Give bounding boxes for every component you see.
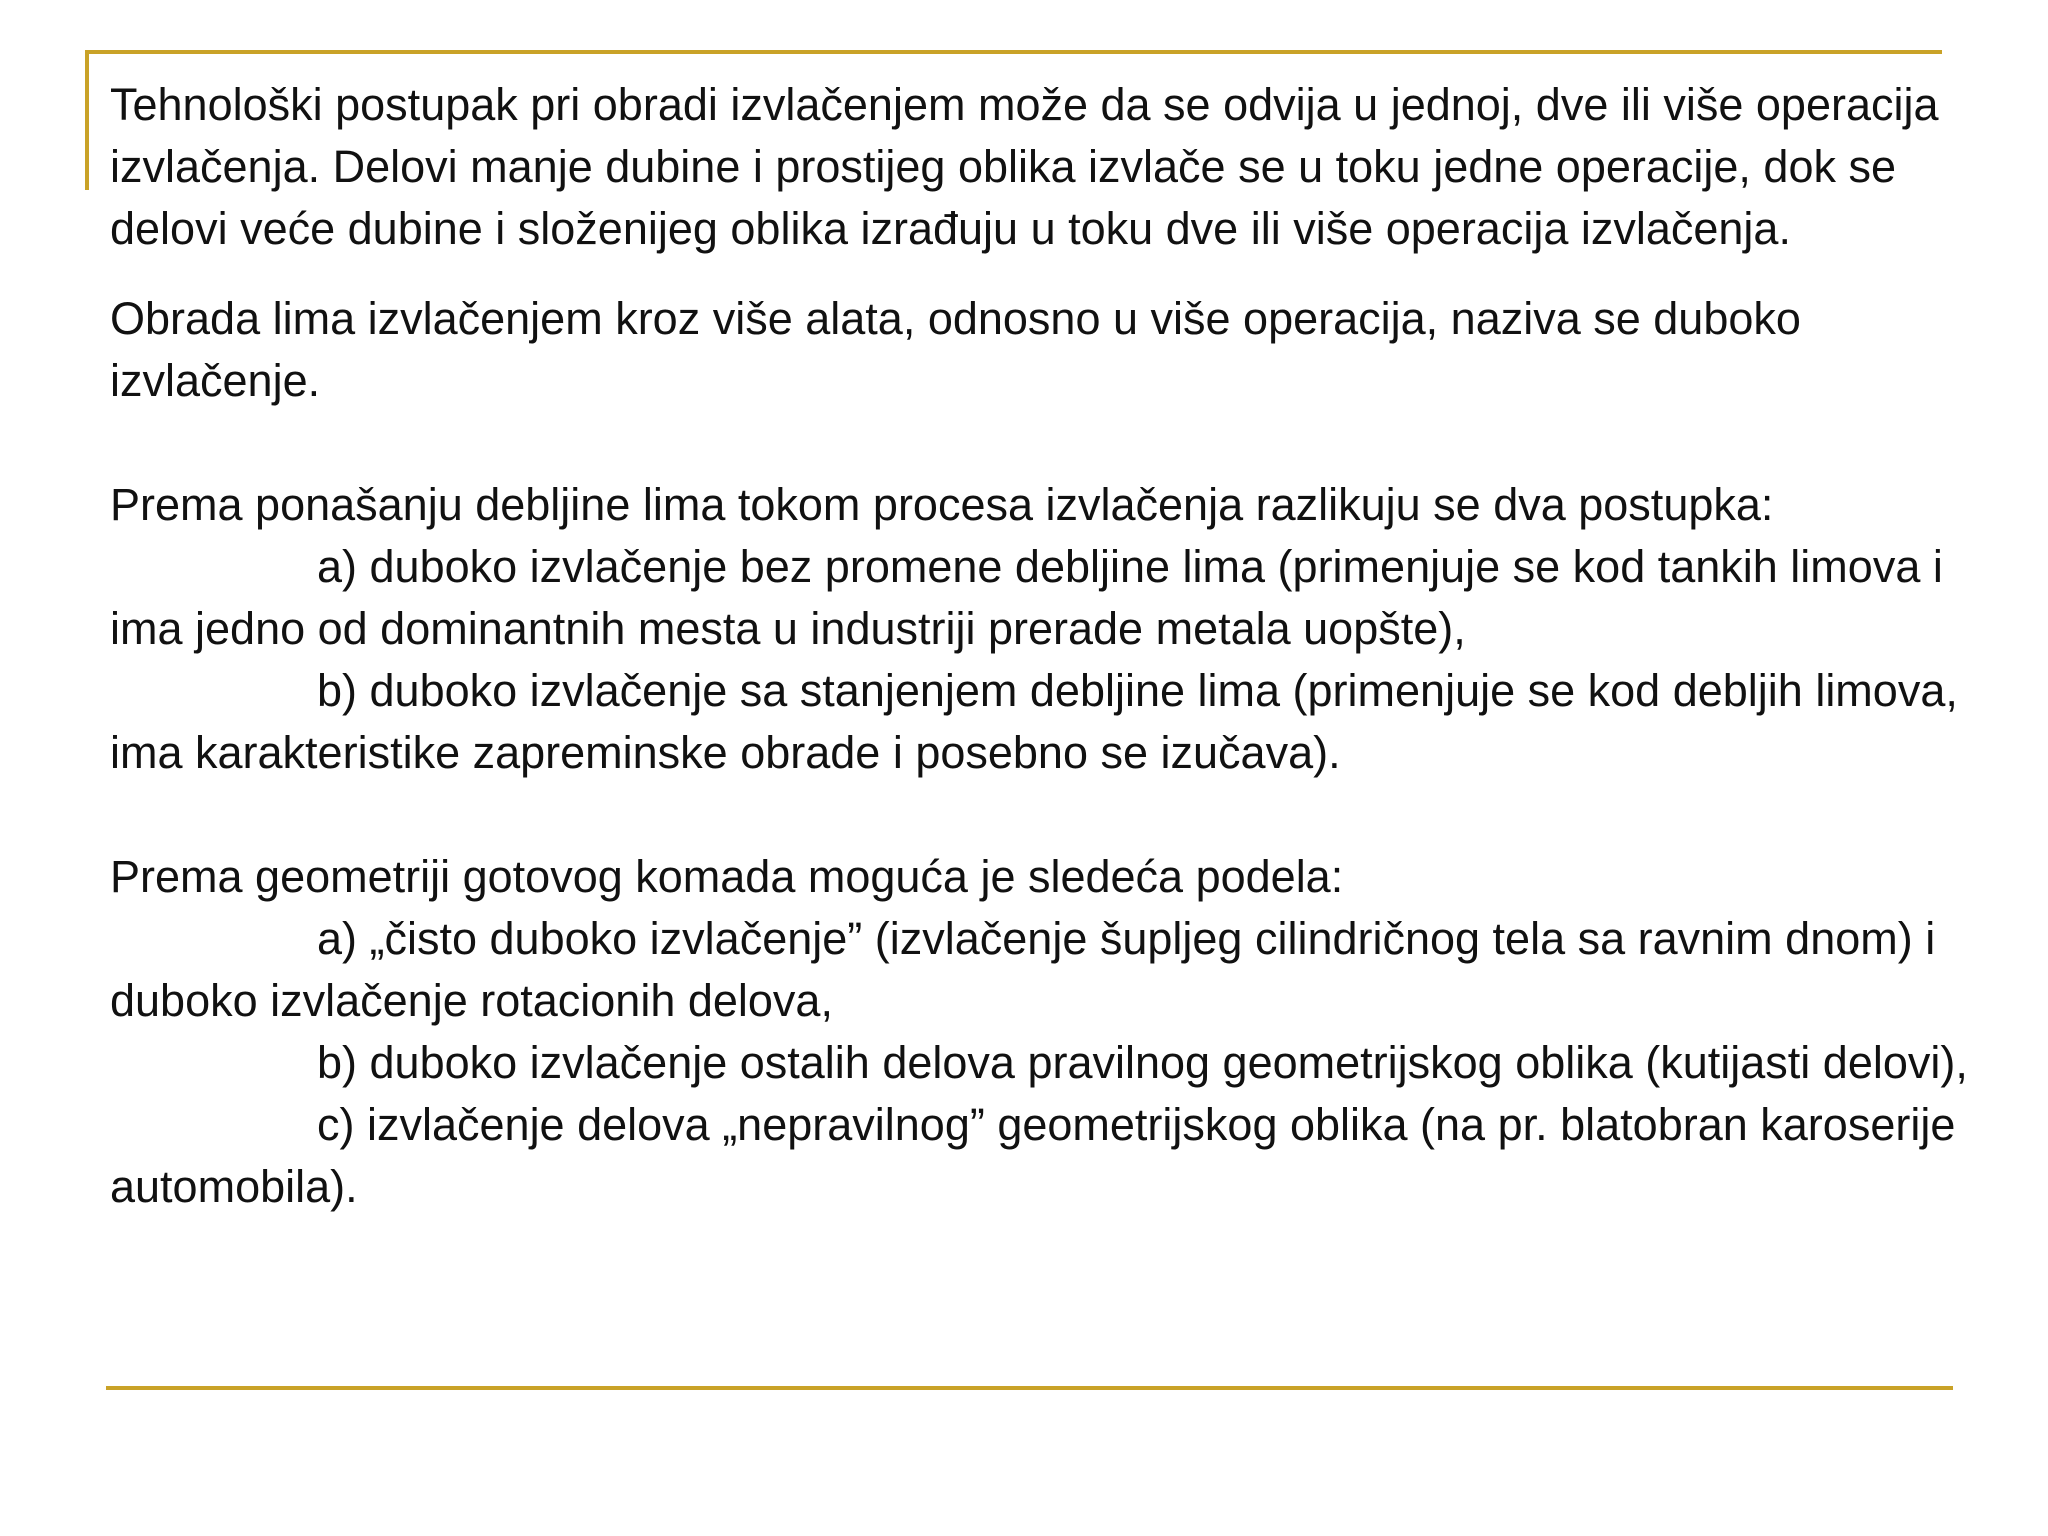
list-item-geometry-b: [110, 1032, 1990, 1094]
paragraph-drawing-process: Tehnološki postupak pri obradi izvlačenjem može da se odvija u jednoj, dve ili više operacija izvlačenja. Delovi manje dubine i prostijeg oblika izvlače se u toku jedne operacije, dok se delovi veće dubine i složenijeg oblika izrađuju u toku dve ili više operacija izvlačenja.: [110, 79, 1939, 254]
list-item-geometry-c: [110, 1094, 1990, 1218]
paragraph-thickness-classification: Prema ponašanju debljine lima tokom procesa izvlačenja razlikuju se dva postupka:: [110, 479, 1774, 530]
spacer: [110, 260, 1990, 288]
spacer: [110, 784, 1990, 846]
list-item-text: a) duboko izvlačenje bez promene debljine lima (primenjuje se kod tankih limova i ima jedno od dominantnih mesta u industriji prerade metala uopšte),: [110, 541, 1943, 654]
paragraph-geometry-classification: Prema geometriji gotovog komada moguća je sledeća podela:: [110, 851, 1344, 902]
list-item-text: b) duboko izvlačenje sa stanjenjem debljine lima (primenjuje se kod debljih limova, ima karakteristike zapreminske obrade i posebno se izučava).: [110, 665, 1958, 778]
list-item-text: c) izvlačenje delova „nepravilnog” geometrijskog oblika (na pr. blatobran karoserije automobila).: [110, 1099, 1956, 1212]
list-item-thickness-b: [110, 660, 1990, 784]
list-item-geometry-a: [110, 908, 1990, 1032]
slide-body: [110, 74, 1990, 1218]
list-item-text: b) duboko izvlačenje ostalih delova pravilnog geometrijskog oblika (kutijasti delovi),: [317, 1037, 1968, 1088]
list-item-thickness-a: [110, 536, 1990, 660]
list-item-text: a) „čisto duboko izvlačenje” (izvlačenje šupljeg cilindričnog tela sa ravnim dnom) i duboko izvlačenje rotacionih delova,: [110, 913, 1936, 1026]
left-accent-rule: [85, 50, 89, 190]
bottom-accent-rule: [106, 1386, 1953, 1390]
top-accent-rule: [85, 50, 1942, 54]
spacer: [110, 412, 1990, 474]
paragraph-deep-drawing-definition: Obrada lima izvlačenjem kroz više alata, odnosno u više operacija, naziva se duboko izvlačenje.: [110, 293, 1801, 406]
